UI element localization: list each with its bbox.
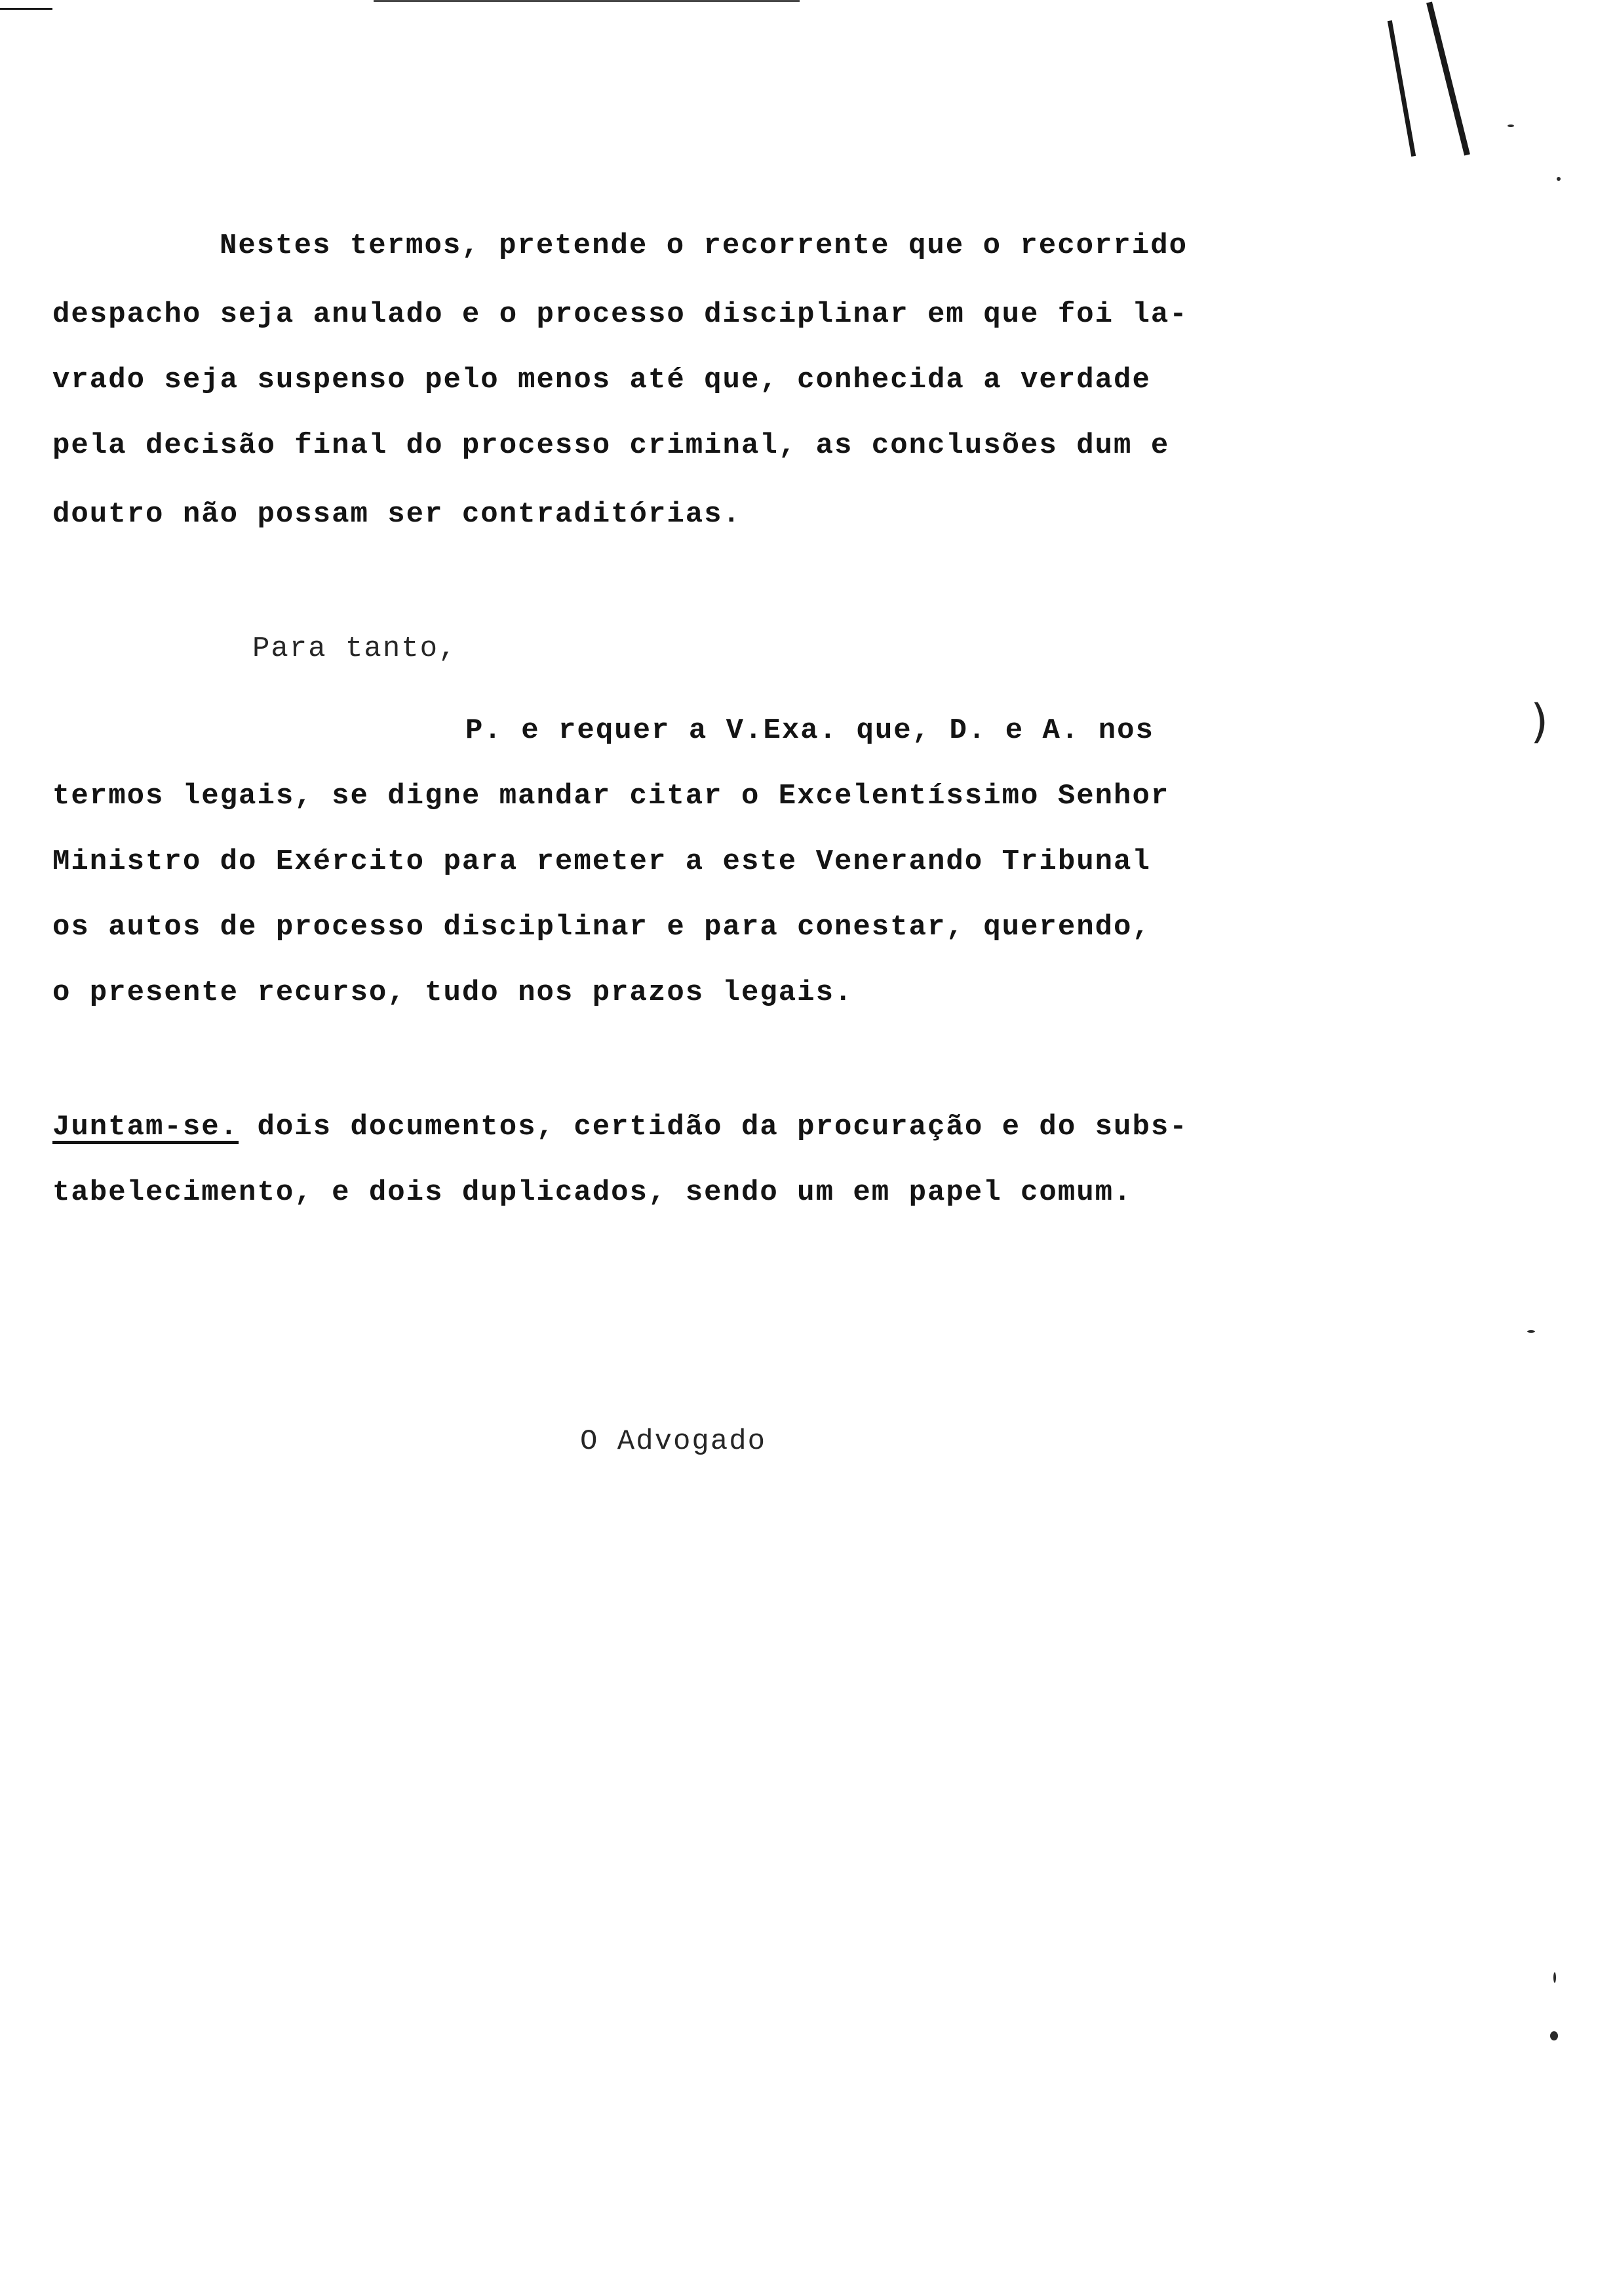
- paragraph-3-line-2: termos legais, se digne mandar citar o Excelentíssimo Senhor: [52, 780, 1170, 813]
- speck: [1527, 1330, 1535, 1333]
- margin-paren-mark: ): [1530, 695, 1549, 748]
- paragraph-1-line-4: pela decisão final do processo criminal, as conclusões dum e: [52, 429, 1170, 462]
- paragraph-1-line-1: Nestes termos, pretende o recorrente que o recorrido: [220, 229, 1188, 262]
- paragraph-3-line-5: o presente recurso, tudo nos prazos legais.: [52, 976, 853, 1009]
- paragraph-4-line-2: tabelecimento, e dois duplicados, sendo um em papel comum.: [52, 1176, 1133, 1209]
- attachments-label: Juntam-se.: [52, 1111, 239, 1143]
- paragraph-3-line-3: Ministro do Exército para remeter a este Venerando Tribunal: [52, 845, 1151, 878]
- paragraph-1-line-5: doutro não possam ser contraditórias.: [52, 498, 741, 531]
- attachments-text: dois documentos, certidão da procuração e do subs-: [239, 1111, 1188, 1143]
- corner-stroke: [1426, 1, 1470, 155]
- paragraph-3-line-4: os autos de processo disciplinar e para conestar, querendo,: [52, 911, 1151, 944]
- corner-stroke: [1388, 20, 1416, 157]
- top-edge-line: [0, 8, 52, 10]
- speck: [1557, 177, 1561, 181]
- paragraph-1-line-2: despacho seja anulado e o processo disciplinar em que foi la-: [52, 298, 1188, 331]
- top-edge-line: [374, 0, 800, 2]
- signature-label: O Advogado: [580, 1425, 767, 1458]
- paragraph-3-line-1: P. e requer a V.Exa. que, D. e A. nos: [465, 714, 1154, 747]
- speck: [1550, 2031, 1558, 2040]
- paragraph-2-line-1: Para tanto,: [252, 632, 457, 665]
- speck: [1553, 1972, 1556, 1983]
- paragraph-4-line-1: [52, 1107, 1188, 1147]
- speck: [1508, 124, 1514, 127]
- paragraph-1-line-3: vrado seja suspenso pelo menos até que, conhecida a verdade: [52, 364, 1151, 396]
